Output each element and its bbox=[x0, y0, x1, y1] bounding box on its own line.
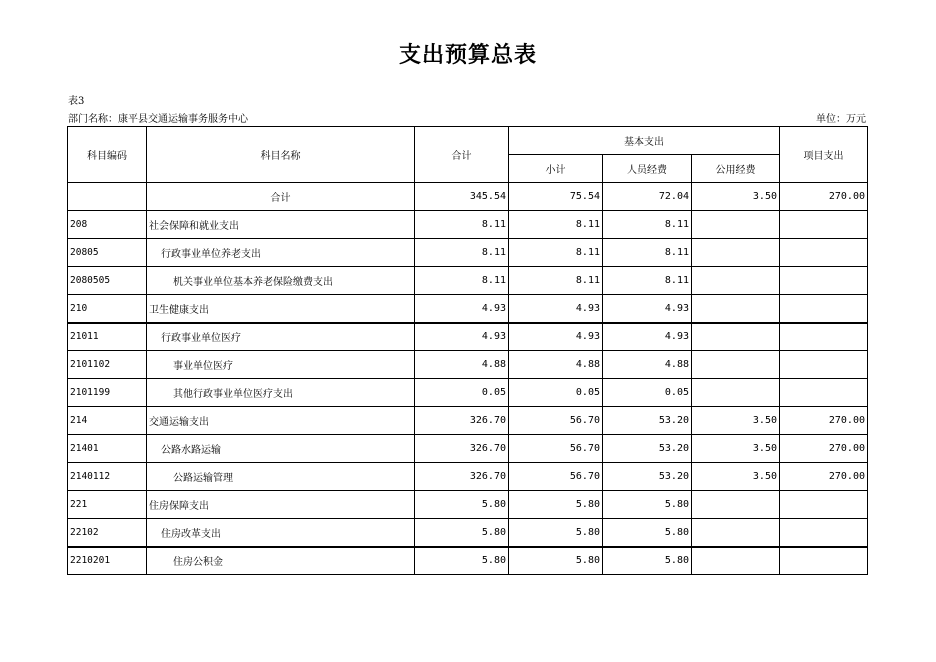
row-project: 270.00 bbox=[780, 407, 868, 435]
row-code: 2140112 bbox=[68, 463, 147, 491]
row-public bbox=[692, 491, 780, 519]
row-project bbox=[780, 351, 868, 379]
header-code: 科目编码 bbox=[68, 127, 147, 183]
row-public bbox=[692, 211, 780, 239]
row-subtotal: 5.80 bbox=[509, 491, 603, 519]
row-name: 交通运输支出 bbox=[147, 407, 415, 435]
unit-label: 单位：万元 bbox=[816, 114, 866, 125]
total-project: 270.00 bbox=[780, 183, 868, 211]
header-basic: 基本支出 bbox=[509, 127, 780, 155]
row-public bbox=[692, 323, 780, 351]
row-code: 2210201 bbox=[68, 547, 147, 575]
row-personnel: 4.88 bbox=[603, 351, 692, 379]
row-code: 22102 bbox=[68, 519, 147, 547]
budget-table bbox=[67, 126, 868, 575]
row-code: 208 bbox=[68, 211, 147, 239]
table-row bbox=[68, 295, 868, 323]
row-name: 事业单位医疗 bbox=[147, 351, 415, 379]
row-name: 社会保障和就业支出 bbox=[147, 211, 415, 239]
row-project bbox=[780, 491, 868, 519]
table-row bbox=[68, 323, 868, 351]
row-subtotal: 5.80 bbox=[509, 519, 603, 547]
total-subtotal: 75.54 bbox=[509, 183, 603, 211]
row-project bbox=[780, 295, 868, 323]
header-project: 项目支出 bbox=[780, 127, 868, 183]
row-personnel: 5.80 bbox=[603, 519, 692, 547]
row-personnel: 8.11 bbox=[603, 267, 692, 295]
total-personnel: 72.04 bbox=[603, 183, 692, 211]
table-row bbox=[68, 463, 868, 491]
row-subtotal: 8.11 bbox=[509, 211, 603, 239]
row-code: 2080505 bbox=[68, 267, 147, 295]
row-name: 卫生健康支出 bbox=[147, 295, 415, 323]
table-row bbox=[68, 211, 868, 239]
row-personnel: 4.93 bbox=[603, 323, 692, 351]
row-name: 公路运输管理 bbox=[147, 463, 415, 491]
department-name: 部门名称：康平县交通运输事务服务中心 bbox=[68, 114, 248, 125]
row-project bbox=[780, 211, 868, 239]
row-name: 行政事业单位养老支出 bbox=[147, 239, 415, 267]
row-project bbox=[780, 547, 868, 575]
table-row bbox=[68, 491, 868, 519]
header-public: 公用经费 bbox=[692, 155, 780, 183]
row-personnel: 0.05 bbox=[603, 379, 692, 407]
row-project bbox=[780, 239, 868, 267]
row-total: 8.11 bbox=[415, 211, 509, 239]
row-subtotal: 56.70 bbox=[509, 435, 603, 463]
table-row bbox=[68, 407, 868, 435]
row-public bbox=[692, 351, 780, 379]
row-subtotal: 0.05 bbox=[509, 379, 603, 407]
total-code-cell bbox=[68, 183, 147, 211]
row-project: 270.00 bbox=[780, 463, 868, 491]
table-row bbox=[68, 519, 868, 547]
page-title: 支出预算总表 bbox=[398, 42, 537, 68]
row-personnel: 4.93 bbox=[603, 295, 692, 323]
row-project bbox=[780, 323, 868, 351]
row-subtotal: 8.11 bbox=[509, 239, 603, 267]
row-public bbox=[692, 295, 780, 323]
row-total: 0.05 bbox=[415, 379, 509, 407]
row-total: 8.11 bbox=[415, 239, 509, 267]
row-code: 214 bbox=[68, 407, 147, 435]
table-row bbox=[68, 267, 868, 295]
row-public: 3.50 bbox=[692, 463, 780, 491]
header-name: 科目名称 bbox=[147, 127, 415, 183]
row-personnel: 53.20 bbox=[603, 407, 692, 435]
header-personnel: 人员经费 bbox=[603, 155, 692, 183]
row-project bbox=[780, 519, 868, 547]
total-row bbox=[68, 183, 868, 211]
row-personnel: 53.20 bbox=[603, 463, 692, 491]
table-row bbox=[68, 351, 868, 379]
row-name: 住房保障支出 bbox=[147, 491, 415, 519]
table-row bbox=[68, 379, 868, 407]
row-total: 5.80 bbox=[415, 491, 509, 519]
row-public bbox=[692, 379, 780, 407]
row-name: 机关事业单位基本养老保险缴费支出 bbox=[147, 267, 415, 295]
row-code: 21401 bbox=[68, 435, 147, 463]
row-subtotal: 56.70 bbox=[509, 407, 603, 435]
row-total: 4.88 bbox=[415, 351, 509, 379]
total-label: 合计 bbox=[147, 183, 415, 211]
row-subtotal: 56.70 bbox=[509, 463, 603, 491]
row-subtotal: 4.93 bbox=[509, 295, 603, 323]
total-total: 345.54 bbox=[415, 183, 509, 211]
row-project bbox=[780, 379, 868, 407]
row-total: 326.70 bbox=[415, 463, 509, 491]
row-code: 210 bbox=[68, 295, 147, 323]
row-project: 270.00 bbox=[780, 435, 868, 463]
row-personnel: 5.80 bbox=[603, 547, 692, 575]
row-total: 8.11 bbox=[415, 267, 509, 295]
row-name: 公路水路运输 bbox=[147, 435, 415, 463]
row-subtotal: 4.93 bbox=[509, 323, 603, 351]
row-personnel: 5.80 bbox=[603, 491, 692, 519]
row-public bbox=[692, 267, 780, 295]
row-project bbox=[780, 267, 868, 295]
row-public bbox=[692, 519, 780, 547]
table-row bbox=[68, 435, 868, 463]
row-total: 326.70 bbox=[415, 435, 509, 463]
row-name: 其他行政事业单位医疗支出 bbox=[147, 379, 415, 407]
row-subtotal: 8.11 bbox=[509, 267, 603, 295]
row-total: 5.80 bbox=[415, 519, 509, 547]
row-public: 3.50 bbox=[692, 435, 780, 463]
row-code: 20805 bbox=[68, 239, 147, 267]
row-code: 21011 bbox=[68, 323, 147, 351]
row-name: 住房改革支出 bbox=[147, 519, 415, 547]
row-code: 2101199 bbox=[68, 379, 147, 407]
row-public bbox=[692, 239, 780, 267]
header-subtotal: 小计 bbox=[509, 155, 603, 183]
table-number: 表3 bbox=[68, 96, 85, 107]
row-name: 住房公积金 bbox=[147, 547, 415, 575]
row-personnel: 53.20 bbox=[603, 435, 692, 463]
row-subtotal: 4.88 bbox=[509, 351, 603, 379]
total-public: 3.50 bbox=[692, 183, 780, 211]
row-subtotal: 5.80 bbox=[509, 547, 603, 575]
row-code: 2101102 bbox=[68, 351, 147, 379]
row-personnel: 8.11 bbox=[603, 239, 692, 267]
table-row bbox=[68, 547, 868, 575]
row-total: 5.80 bbox=[415, 547, 509, 575]
row-name: 行政事业单位医疗 bbox=[147, 323, 415, 351]
row-personnel: 8.11 bbox=[603, 211, 692, 239]
row-total: 4.93 bbox=[415, 323, 509, 351]
row-total: 4.93 bbox=[415, 295, 509, 323]
table-row bbox=[68, 239, 868, 267]
row-code: 221 bbox=[68, 491, 147, 519]
row-public: 3.50 bbox=[692, 407, 780, 435]
header-total: 合计 bbox=[415, 127, 509, 183]
row-total: 326.70 bbox=[415, 407, 509, 435]
row-public bbox=[692, 547, 780, 575]
